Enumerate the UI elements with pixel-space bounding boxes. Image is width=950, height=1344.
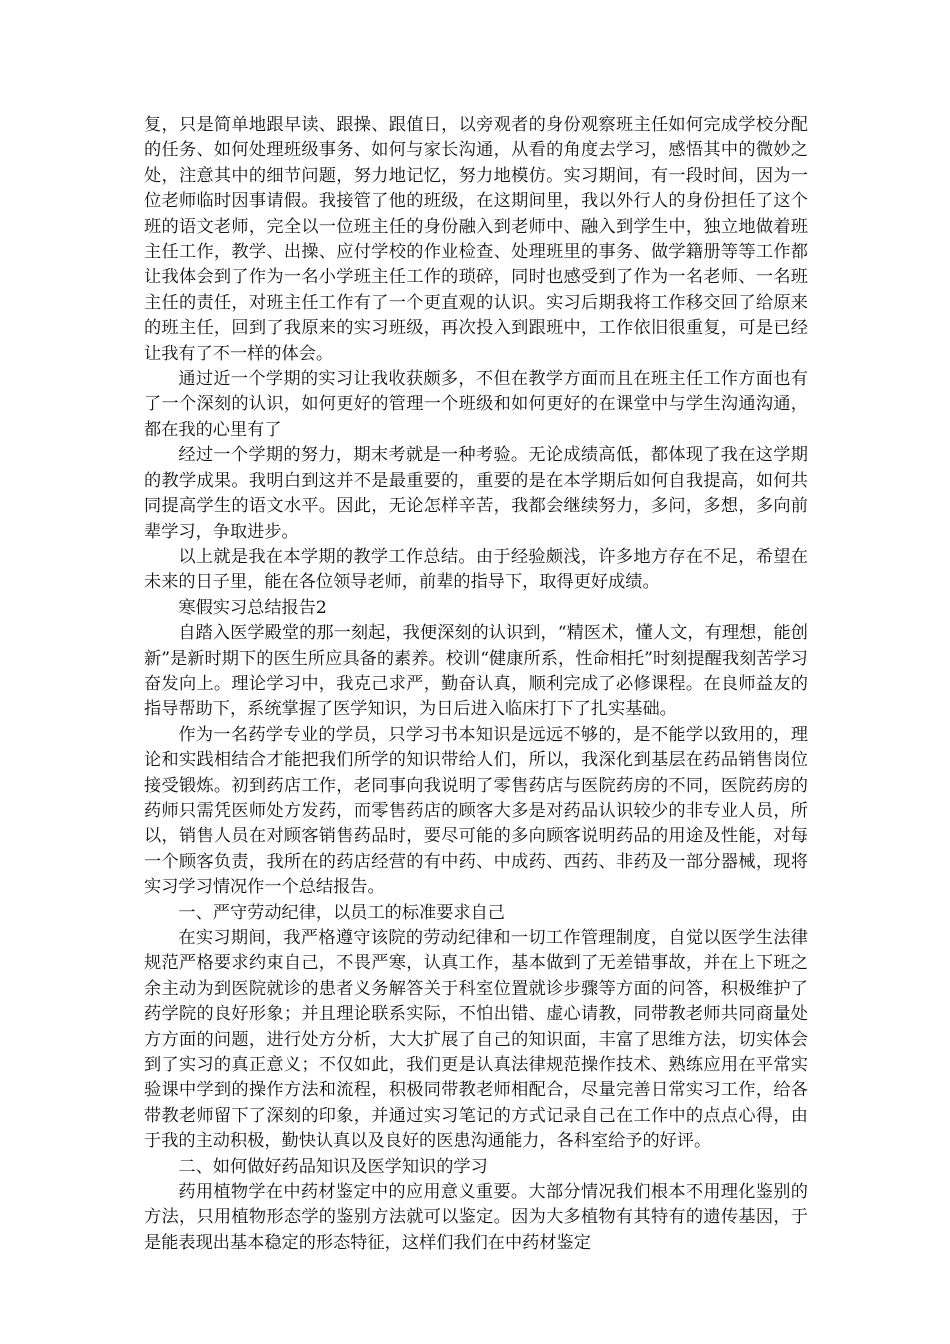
paragraph-exam: 经过一个学期的努力，期末考就是一种考验。无论成绩高低，都体现了我在这学期的教学成果。我明白到这并不是最重要的，重要的是在本学期后如何自我提高，如何共同提高学生的语文水平。因此，无论怎样辛苦，我都会继续努力，多问，多想，多向前辈学习，争取进步。 — [144, 445, 808, 542]
paragraph-internship-conduct: 在实习期间，我严格遵守该院的劳动纪律和一切工作管理制度，自觉以医学生法律规范严格要求约束自己，不畏严寒，认真工作，基本做到了无差错事故，并在上下班之余主动为到医院就诊的患者义务解答关于科室位置就诊步骤等方面的问答，积极维护了药学院的良好形象；并且理论联系实际，不怕出错、虚心请教，同带教老师共同商量处方方面的问题，进行处方分析，大大扩展了自己的知识面，丰富了思维方法，切实体会到了实习的真正意义；不仅如此，我们更是认真法律规范操作技术、熟练应用在平常实验课中学到的操作方法和流程，积极同带教老师相配合，尽量完善日常实习工作，给各带教老师留下了深刻的印象，并通过实习笔记的方式记录自己在工作中的点点心得，由于我的主动积极，勤快认真以及良好的医患沟通能力，各科室给予的好评。 — [144, 928, 808, 1152]
section-title-report-2: 寒假实习总结报告2 — [178, 597, 327, 618]
paragraph-summary: 以上就是我在本学期的教学工作总结。由于经验颇浅，许多地方存在不足，希望在未来的日子里，能在各位领导老师，前辈的指导下，取得更好成绩。 — [144, 546, 808, 593]
heading-discipline: 一、严守劳动纪律，以员工的标准要求自己 — [178, 902, 505, 923]
paragraph-botany: 药用植物学在中药材鉴定中的应用意义重要。大部分情况我们根本不用理化鉴别的方法，只用植物形态学的鉴别方法就可以鉴定。因为大多植物有其特有的遗传基因，于是能表现出基本稳定的形态特征，这样们我们在中药材鉴定 — [144, 1182, 808, 1253]
paragraph-continuation: 复，只是简单地跟早读、跟操、跟值日，以旁观者的身份观察班主任如何完成学校分配的任务、如何处理班级事务、如何与家长沟通，从看的角度去学习，感悟其中的微妙之处，注意其中的细节问题，努力地记忆，努力地模仿。实习期间，有一段时间，因为一位老师临时因事请假。我接管了他的班级，在这期间里，我以外行人的身份担任了这个班的语文老师，完全以一位班主任的身份融入到老师中、融入到学生中，独立地做着班主任工作，教学、出操、应付学校的作业检查、处理班里的事务、做学籍册等等工作都让我体会到了作为一名小学班主任工作的琐碎，同时也感受到了作为一名老师、一名班主任的责任，对班主任工作有了一个更直观的认识。实习后期我将工作移交回了给原来的班主任，回到了我原来的实习班级，再次投入到跟班中，工作依旧很重复，可是已经让我有了不一样的体会。 — [144, 115, 808, 364]
paragraph-pharmacy-practice: 作为一名药学专业的学员，只学习书本知识是远远不够的，是不能学以致用的，理论和实践相结合才能把我们所学的知识带给人们，所以，我深化到基层在药品销售岗位接受锻炼。初到药店工作，老同事向我说明了零售药店与医院药房的不同，医院药房的药师只需凭医师处方发药，而零售药店的顾客大多是对药品认识较少的非专业人员，所以，销售人员在对顾客销售药品时，要尽可能的多向顾客说明药品的用途及性能，对每一个顾客负责，我所在的药店经营的有中药、中成药、西药、非药及一部分器械，现将实习学习情况作一个总结报告。 — [144, 724, 808, 898]
document-page — [144, 113, 808, 1256]
paragraph-harvest: 通过近一个学期的实习让我收获颇多，不但在教学方面而且在班主任工作方面也有了一个深刻的认识，如何更好的管理一个班级和如何更好的在课堂中与学生沟通沟通，都在我的心里有了 — [144, 369, 808, 440]
paragraph-medical-intro: 自踏入医学殿堂的那一刻起，我便深刻的认识到，“精医术，懂人文，有理想，能创新”是新时期下的医生所应具备的素养。校训“健康所系，性命相托”时刻提醒我刻苦学习奋发向上。理论学习中，我克己求严，勤奋认真，顺利完成了必修课程。在良师益友的指导帮助下，系统掌握了医学知识，为日后进入临床打下了扎实基础。 — [144, 623, 808, 720]
heading-knowledge-learning: 二、如何做好药品知识及医学知识的学习 — [178, 1156, 488, 1177]
